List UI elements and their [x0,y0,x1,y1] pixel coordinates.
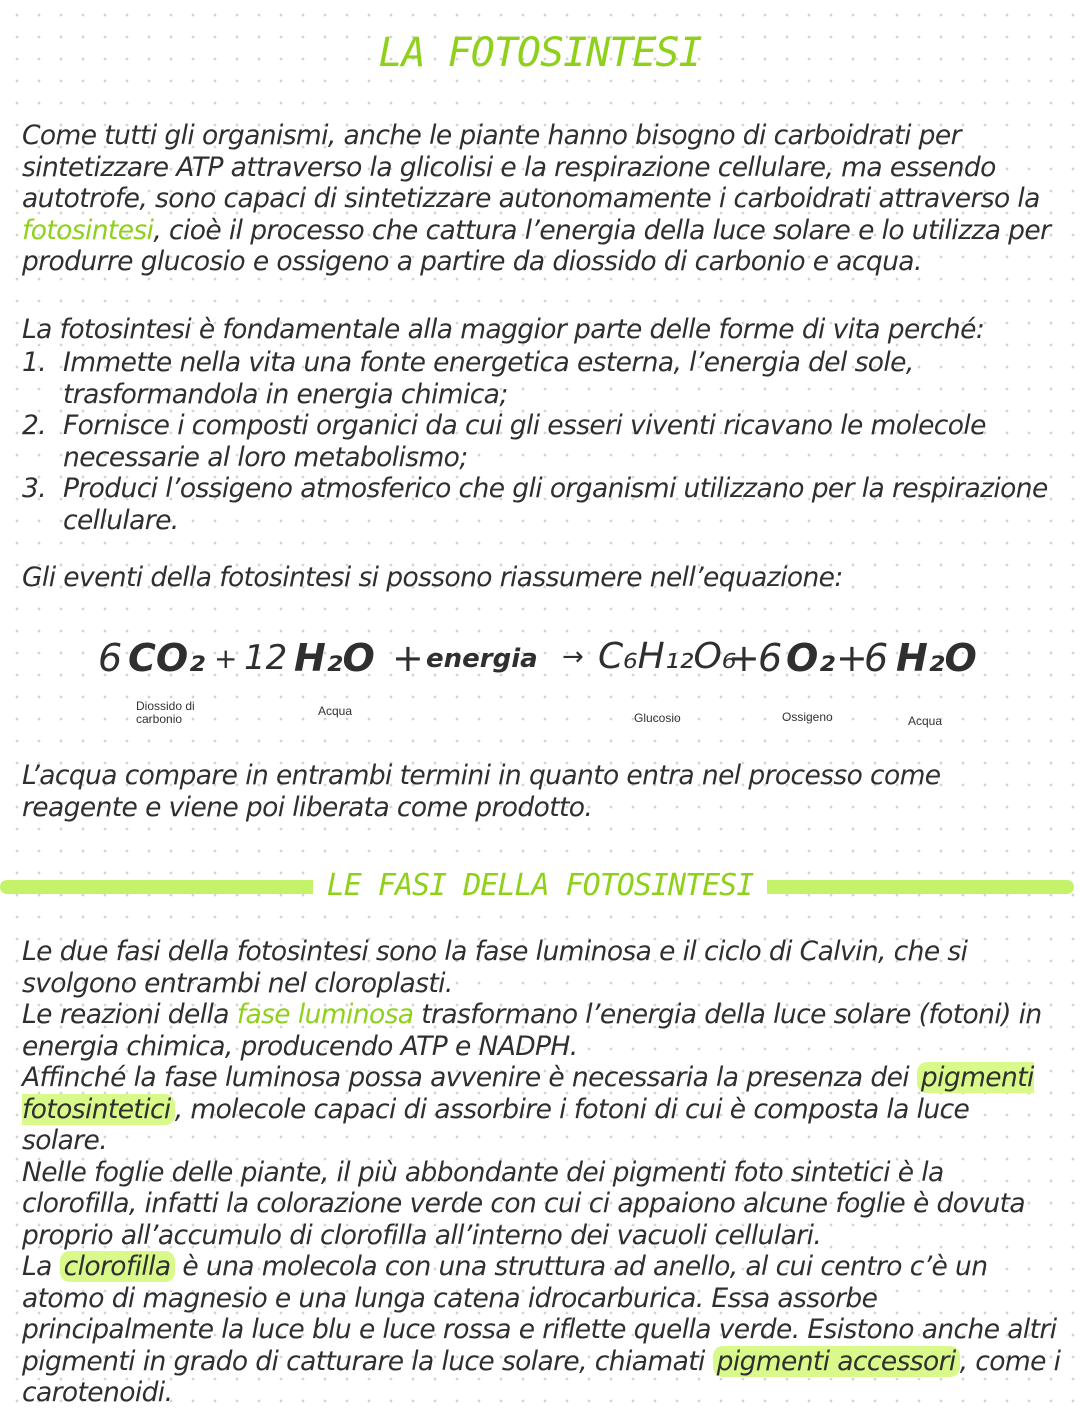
label-diossido: Diossido di carbonio [136,699,195,726]
equation-plus: + [214,642,238,675]
phases-text: Affinché la fase luminosa possa avvenire è necessaria la presenza dei [22,1062,917,1093]
list-number: 1. [22,347,47,378]
equation-energy: energia [426,644,538,674]
equation-coefficient: 6 [758,636,783,680]
importance-list [22,347,1062,536]
list-item [22,473,1062,536]
label-acqua: Acqua [318,704,353,718]
equation-h2o: H₂O [896,636,977,680]
phases-text: trasformano l’energia della luce solare (fotoni) in energia chimica, producendo ATP e NADPH. [22,999,1042,1062]
intro-text: Come tutti gli organismi, anche le piante hanno bisogno di carboidrati per sintetizzare ATP attraverso la glicolisi e la respirazione cellulare, ma essendo autotrofe, sono capaci di sintetizzare autonomamente i carboidrati attraverso la [22,120,1040,214]
list-text: Produci l’ossigeno atmosferico che gli organismi utilizzano per la respirazione cellulare. [63,473,1048,536]
label-glucosio: Glucosio [634,711,681,725]
list-text: Fornisce i composti organici da cui gli esseri viventi ricavano le molecole necessarie al loro metabolismo; [63,410,986,473]
equation-plus: + [836,636,868,680]
phases-paragraph [22,936,1062,1409]
list-number: 2. [22,410,47,441]
term-clorofilla: clorofilla [60,1251,175,1282]
phases-text: Le due fasi della fotosintesi sono la fase luminosa e il ciclo di Calvin, che si svolgono entrambi nel cloroplasti. [22,936,968,999]
equation-intro: Gli eventi della fotosintesi si possono riassumere nell’equazione: [22,562,843,593]
equation-coefficient: 12 [244,638,288,678]
water-note: L’acqua compare in entrambi termini in quanto entra nel processo come reagente e viene poi liberata come prodotto. [22,760,941,823]
list-item [22,410,1062,473]
section-title [0,868,1080,903]
equation-plus: + [728,636,760,680]
term-fotosintesi: fotosintesi [22,214,154,246]
phases-text: , come i carotenoidi. [22,1345,1061,1408]
photosynthesis-equation [0,636,1080,696]
equation-coefficient: 6 [98,636,123,680]
intro-text-end: , cioè il processo che cattura l’energia della luce solare e lo utilizza per produrre glucosio e ossigeno a partire da diossido di carbonio e acqua. [22,214,1051,277]
equation-plus: + [392,636,424,680]
label-acqua: Acqua [908,714,943,728]
equation-h2o: H₂O [294,636,375,680]
list-item [22,347,1062,410]
term-pigmenti-accessori: pigmenti accessori [713,1346,960,1377]
section-title-text: LE FASI DELLA FOTOSINTESI [313,868,768,903]
phases-text: , molecole capaci di assorbire i fotoni di cui è composta la luce solare. [22,1093,970,1156]
intro-paragraph [22,120,1062,278]
equation-o2: O₂ [786,636,835,680]
arrow-icon: → [562,642,584,672]
phases-text: Le reazioni della [22,999,237,1030]
equation-co2: CO₂ [128,636,205,680]
equation-glucose: C₆H₁₂O₆ [598,636,737,677]
label-ossigeno: Ossigeno [782,710,833,724]
term-pigmenti-fotosintetici: pigmenti fotosintetici [22,1062,1034,1125]
phases-text: Nelle foglie delle piante, il più abbondante dei pigmenti foto sintetici è la clorofilla, infatti la colorazione verde con cui ci appaiono alcune foglie è dovuta proprio all’accumulo di clorofilla all’interno dei vacuoli cellulari. [22,1156,1026,1251]
page-title: LA FOTOSINTESI [378,30,702,76]
list-text: Immette nella vita una fonte energetica esterna, l’energia del sole, trasformandola in energia chimica; [63,347,914,410]
equation-coefficient: 6 [864,636,889,680]
list-number: 3. [22,473,47,504]
phases-text: è una molecola con una struttura ad anello, al cui centro c’è un atomo di magnesio e una lunga catena idrocarburica. Essa assorbe principalmente la luce blu e luce rossa e riflette quella verde. Esistono anche altri pigmenti in grado di catturare la luce solare, chiamati [22,1251,1057,1377]
term-fase-luminosa: fase luminosa [236,999,414,1030]
importance-lead: La fotosintesi è fondamentale alla maggior parte delle forme di vita perché: [22,314,985,345]
phases-text: La [22,1251,60,1282]
